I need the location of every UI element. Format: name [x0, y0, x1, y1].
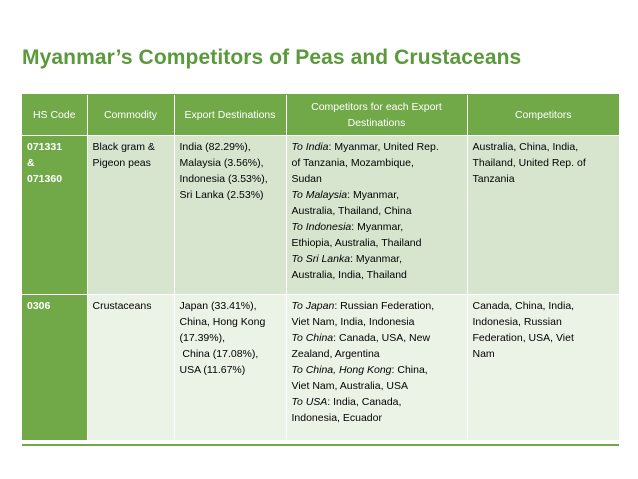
competitors-line: Australia, China, India,	[472, 140, 579, 153]
header-export-destinations: Export Destinations	[174, 95, 286, 135]
hs-code-cell	[22, 135, 87, 294]
destination-line: Indonesia (3.53%),	[179, 172, 268, 185]
competitor-line	[292, 139, 462, 155]
destination-prefix: To Japan	[291, 299, 335, 312]
destination-line: Sri Lanka (2.53%)	[179, 188, 264, 201]
destination-line: India (82.29%),	[179, 140, 251, 153]
commodity-line: Crustaceans	[92, 299, 152, 312]
bottom-divider	[22, 444, 619, 446]
destination-prefix: To Indonesia	[291, 220, 352, 233]
table-row	[22, 294, 619, 440]
competitors-cell	[467, 135, 619, 294]
commodity-line: Pigeon peas	[92, 156, 151, 169]
destination-line: China (17.08%),	[179, 347, 259, 360]
competitors-line: Thailand, United Rep. of	[472, 156, 586, 169]
destination-line: (17.39%),	[179, 331, 226, 344]
destination-prefix: To Sri Lanka	[291, 252, 351, 265]
competitor-text: : Canada, USA, New	[333, 331, 431, 344]
table-row	[22, 135, 619, 294]
competitor-text: : India, Canada,	[327, 395, 402, 408]
competitor-text: : Russian Federation,	[334, 299, 435, 312]
competitor-line: Viet Nam, India, Indonesia	[291, 315, 415, 328]
destinations-cell	[174, 294, 286, 440]
destination-prefix: To Malaysia	[291, 188, 348, 201]
header-hs-code: HS Code	[22, 95, 87, 135]
header-row	[22, 95, 619, 135]
competitor-text: : Myanmar, United Rep.	[328, 140, 439, 153]
competitor-text: : Myanmar,	[347, 188, 400, 201]
competitor-text: : Myanmar,	[350, 252, 403, 265]
competitors-line: Nam	[472, 347, 495, 360]
hs-code-line: 0306	[27, 299, 51, 312]
competitors-table	[22, 95, 619, 440]
competitor-line	[292, 251, 462, 267]
page-title: Myanmar’s Competitors of Peas and Crustaceans	[22, 46, 522, 69]
commodity-cell	[87, 294, 174, 440]
competitors-line: Canada, China, India,	[472, 299, 575, 312]
competitor-line: Australia, Thailand, China	[291, 204, 412, 217]
competitor-line	[292, 187, 462, 203]
competitors-line: Tanzania	[472, 172, 515, 185]
hs-code-cell	[22, 294, 87, 440]
competitor-line: Sudan	[291, 172, 322, 185]
destination-line: Japan (33.41%),	[179, 299, 257, 312]
competitor-text: : Myanmar,	[351, 220, 404, 233]
competitor-line	[292, 362, 462, 378]
header-commodity: Commodity	[87, 95, 174, 135]
header-competitors-per-destination: Competitors for each Export Destinations	[286, 95, 467, 135]
competitor-line	[292, 394, 462, 410]
competitors-line: Indonesia, Russian	[472, 315, 562, 328]
competitors-cell	[467, 294, 619, 440]
competitor-line: Indonesia, Ecuador	[291, 411, 382, 424]
competitor-line	[292, 219, 462, 235]
competitor-line	[292, 330, 462, 346]
destination-prefix: To China	[291, 331, 334, 344]
hs-code-line: &	[27, 156, 35, 169]
header-competitors: Competitors	[467, 95, 619, 135]
competitors-by-destination-cell	[286, 294, 467, 440]
competitor-line: Viet Nam, Australia, USA	[291, 379, 409, 392]
competitor-line: Australia, India, Thailand	[291, 268, 407, 281]
hs-code-line: 071360	[27, 172, 63, 185]
competitor-line	[292, 298, 462, 314]
competitor-line: of Tanzania, Mozambique,	[291, 156, 414, 169]
competitor-line: Ethiopia, Australia, Thailand	[291, 236, 422, 249]
destination-prefix: To USA	[291, 395, 328, 408]
destination-prefix: To India	[291, 140, 329, 153]
destination-line: Malaysia (3.56%),	[179, 156, 264, 169]
destination-line: China, Hong Kong	[179, 315, 266, 328]
competitor-text: : China,	[391, 363, 428, 376]
destinations-cell	[174, 135, 286, 294]
commodity-cell	[87, 135, 174, 294]
competitors-by-destination-cell	[286, 135, 467, 294]
competitors-line: Federation, USA, Viet	[472, 331, 574, 344]
commodity-line: Black gram &	[92, 140, 155, 153]
competitor-line: Zealand, Argentina	[291, 347, 380, 360]
hs-code-line: 071331	[27, 140, 63, 153]
destination-line: USA (11.67%)	[179, 363, 246, 376]
destination-prefix: To China, Hong Kong	[291, 363, 392, 376]
